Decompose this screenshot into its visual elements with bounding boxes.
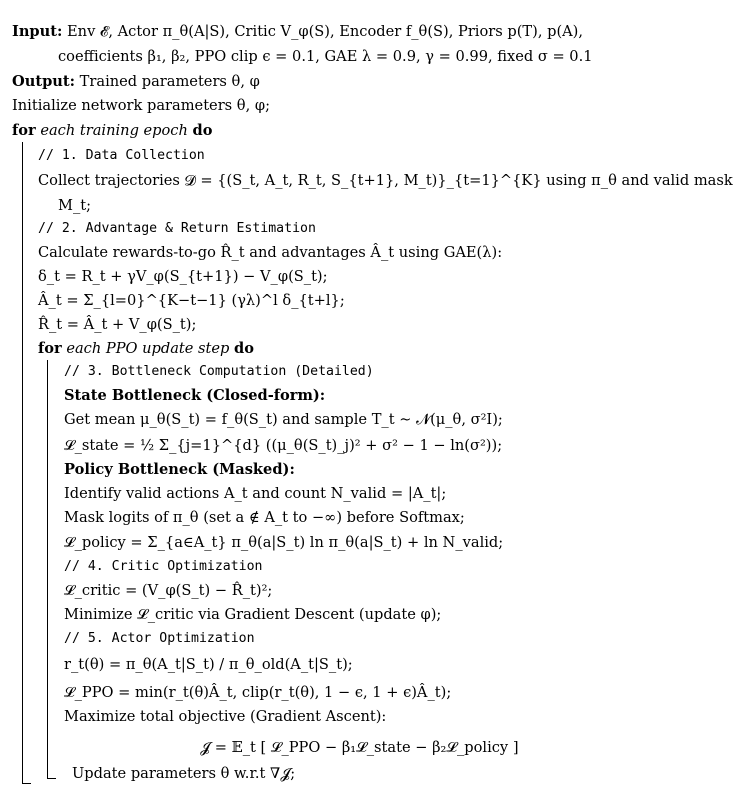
state-bottleneck-heading: State Bottleneck (Closed-form):: [64, 387, 326, 404]
maximize-line: Maximize total objective (Gradient Ascent):: [64, 708, 387, 725]
identify-actions-line: Identify valid actions A_t and count N_valid = |A_t|;: [64, 485, 447, 502]
collect-line-cont: M_t;: [58, 197, 92, 214]
ppo-loop-bar: [47, 360, 48, 778]
for-keyword: for: [38, 340, 62, 357]
do-keyword: do: [192, 122, 213, 139]
returns-line: R̂_t = Â_t + V_φ(S_t);: [38, 316, 197, 333]
ppo-loss-line: 𝓛_PPO = min(r_t(θ)Â_t, clip(r_t(θ), 1 − ϵ, 1 + ϵ)Â_t);: [64, 684, 452, 701]
comment-critic: // 4. Critic Optimization: [64, 559, 263, 574]
update-params-line: Update parameters θ w.r.t ∇𝓙;: [72, 765, 296, 782]
delta-line: δ_t = R_t + γV_φ(S_{t+1}) − V_φ(S_t);: [38, 268, 328, 285]
comment-bottleneck: // 3. Bottleneck Computation (Detailed): [64, 364, 374, 379]
for-epoch-line: [12, 121, 212, 141]
for-condition: each PPO update step: [66, 340, 230, 357]
init-line: Initialize network parameters θ, φ;: [12, 97, 270, 114]
state-loss-line: 𝓛_state = ½ Σ_{j=1}^{d} ((μ_θ(S_t)_j)² + σ² − 1 − ln(σ²));: [64, 437, 503, 454]
minimize-critic-line: Minimize 𝓛_critic via Gradient Descent (update φ);: [64, 606, 442, 623]
collect-line: Collect trajectories 𝓓 = {(S_t, A_t, R_t, S_{t+1}, M_t)}_{t=1}^{K} using π_θ and valid mask: [38, 172, 733, 189]
critic-loss-line: 𝓛_critic = (V_φ(S_t) − R̂_t)²;: [64, 582, 273, 599]
for-keyword: for: [12, 122, 36, 139]
mask-logits-line: Mask logits of π_θ (set a ∉ A_t to −∞) before Softmax;: [64, 509, 465, 526]
ppo-loop-end: [47, 778, 56, 779]
comment-advantage: // 2. Advantage & Return Estimation: [38, 221, 316, 236]
output-line: [12, 72, 260, 92]
policy-loss-line: 𝓛_policy = Σ_{a∈A_t} π_θ(a|S_t) ln π_θ(a|S_t) + ln N_valid;: [64, 534, 504, 551]
output-text: Trained parameters θ, φ: [79, 73, 260, 90]
epoch-loop-bar: [22, 142, 23, 783]
for-condition: each training epoch: [40, 122, 188, 139]
policy-bottleneck-heading: Policy Bottleneck (Masked):: [64, 461, 295, 478]
for-ppo-line: [38, 339, 254, 359]
comment-actor: // 5. Actor Optimization: [64, 631, 255, 646]
epoch-loop-end: [22, 783, 31, 784]
do-keyword: do: [234, 340, 254, 357]
comment-data-collection: // 1. Data Collection: [38, 148, 205, 163]
input-line-2: coefficients β₁, β₂, PPO clip ϵ = 0.1, GAE λ = 0.9, γ = 0.99, fixed σ = 0.1: [58, 48, 593, 65]
advantage-line: Â_t = Σ_{l=0}^{K−t−1} (γλ)^l δ_{t+l};: [38, 292, 345, 309]
input-label: Input:: [12, 23, 63, 40]
ratio-line: r_t(θ) = π_θ(A_t|S_t) / π_θ_old(A_t|S_t);: [64, 656, 353, 673]
output-label: Output:: [12, 73, 76, 90]
input-line: [12, 22, 583, 42]
input-text-1: Env 𝓔, Actor π_θ(A|S), Critic V_φ(S), Encoder f_θ(S), Priors p(T), p(A),: [67, 23, 584, 40]
total-objective-equation: 𝓙 = 𝔼_t [ 𝓛_PPO − β₁𝓛_state − β₂𝓛_policy ]: [200, 739, 519, 756]
calc-rewards-line: Calculate rewards-to-go R̂_t and advantages Â_t using GAE(λ):: [38, 244, 503, 261]
get-mean-line: Get mean μ_θ(S_t) = f_θ(S_t) and sample T_t ∼ 𝓝(μ_θ, σ²I);: [64, 411, 503, 428]
